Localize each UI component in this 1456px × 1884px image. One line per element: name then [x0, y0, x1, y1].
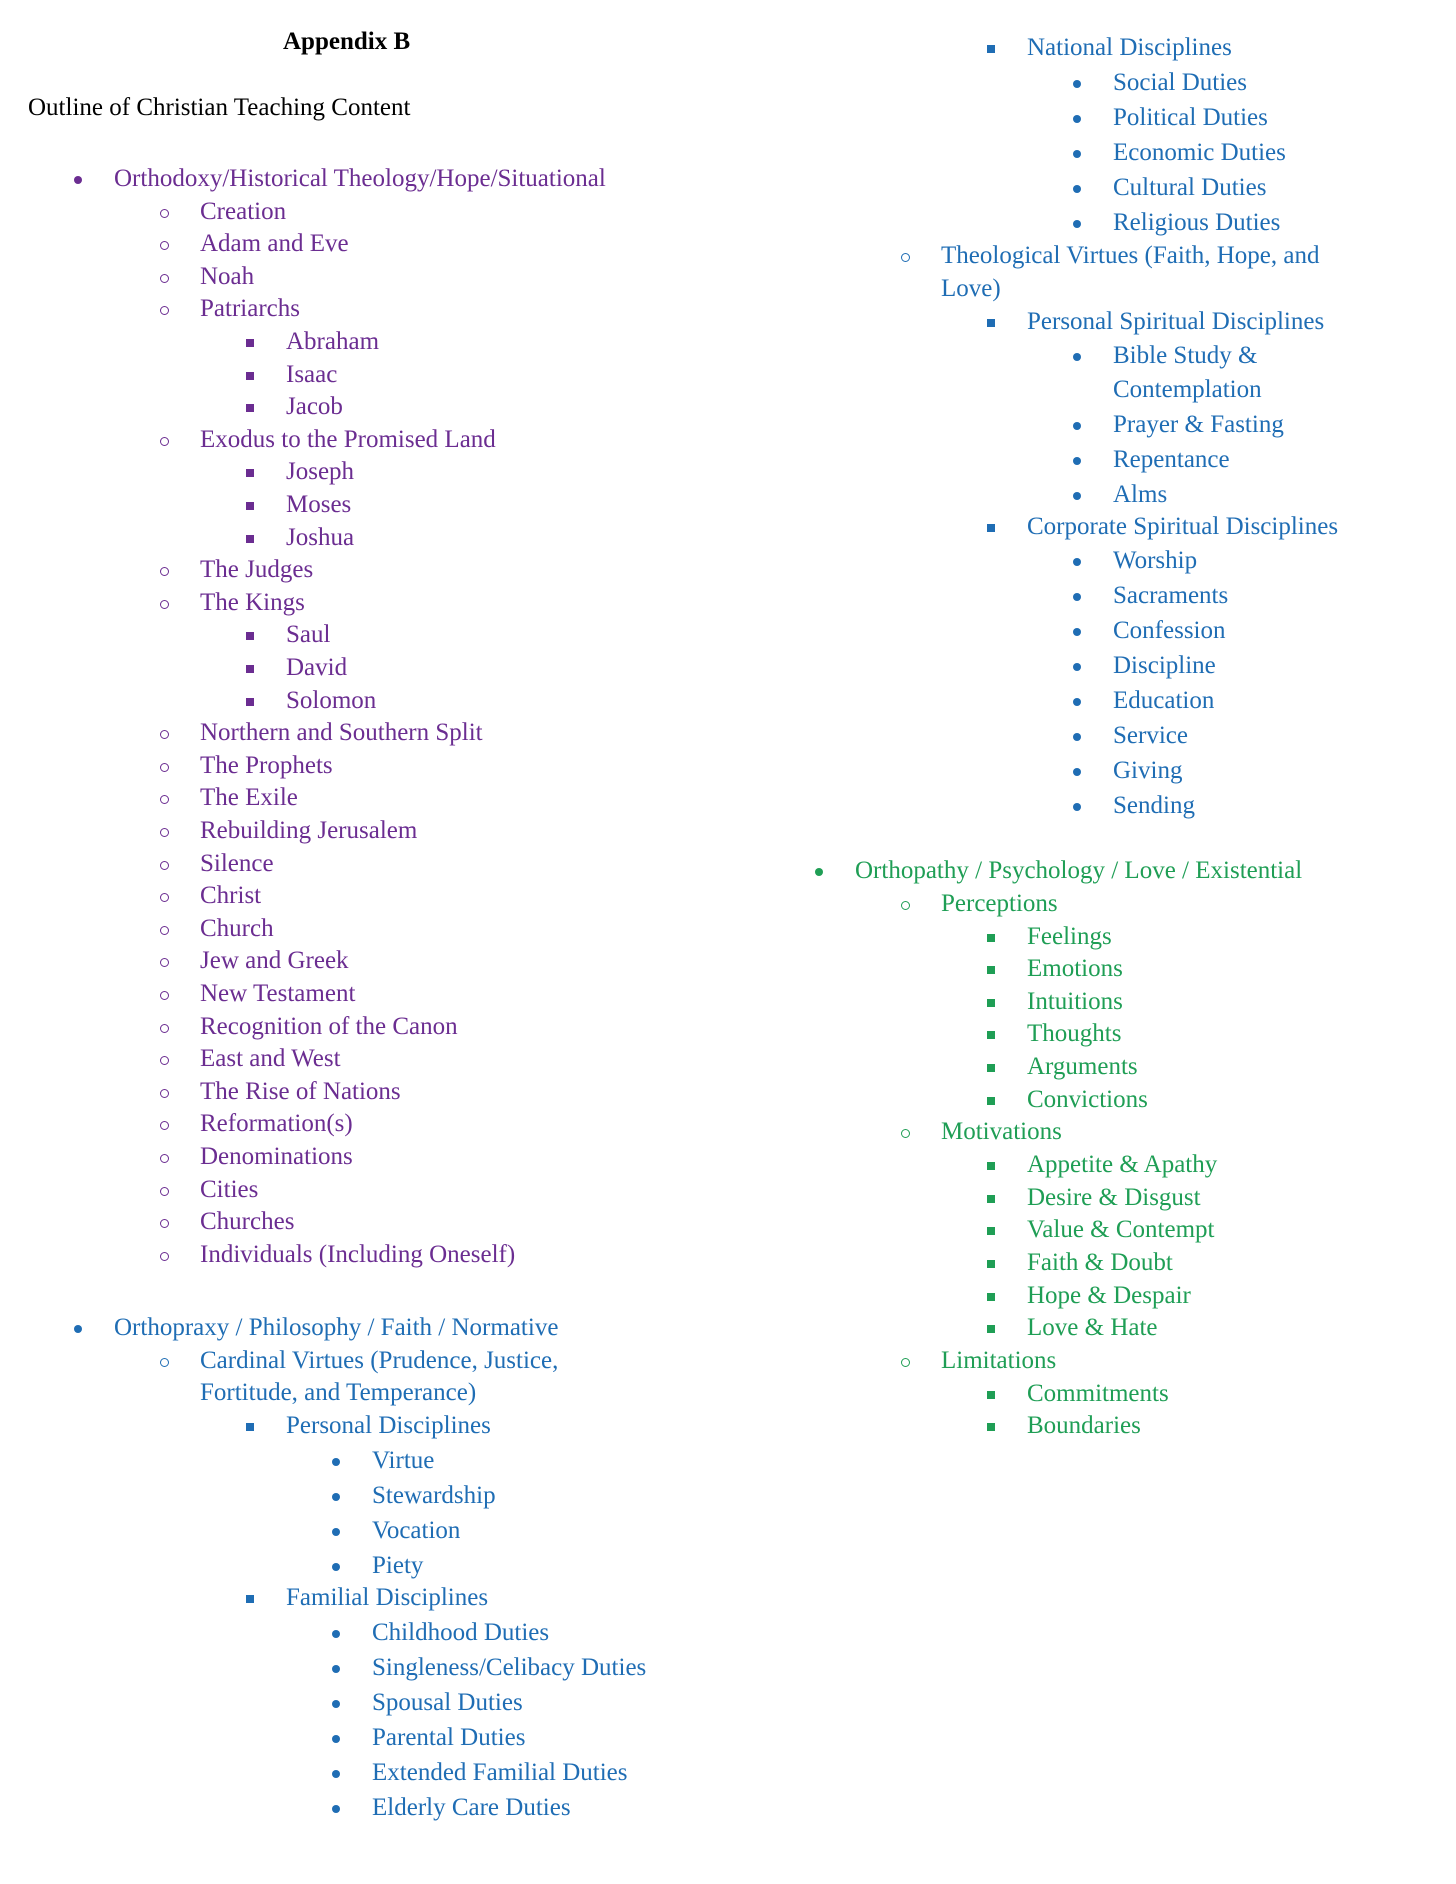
orthodoxy-item-label: The Kings — [200, 588, 305, 616]
bullet-square-icon — [987, 524, 995, 532]
theological-virtues-item-label: Theological Virtues (Faith, Hope, and — [941, 242, 1320, 269]
bullet-square-icon — [246, 698, 254, 706]
bullet-circle-icon — [901, 253, 910, 262]
discipline-item-label: Service — [1113, 722, 1188, 749]
bullet-circle-icon — [160, 1089, 169, 1098]
orthodoxy-item-label: Individuals (Including Oneself) — [200, 1240, 516, 1268]
orthodoxy-subitem-label: Solomon — [286, 686, 377, 714]
orthodoxy-item-label: Jew and Greek — [200, 947, 349, 975]
section-orthopathy-title-label: Orthopathy / Psychology / Love / Existential — [855, 857, 1303, 884]
orthodoxy-subitem-label: Jacob — [286, 393, 343, 421]
orthodoxy-item-label: Creation — [200, 197, 287, 225]
discipline-item-label: Religious Duties — [1113, 209, 1281, 236]
bullet-circle-icon — [901, 1129, 910, 1138]
bullet-square-icon — [246, 1595, 254, 1603]
orthopathy-item-label: Motivations — [941, 1118, 1062, 1146]
bullet-dot-icon — [1073, 663, 1081, 671]
discipline-item-label: Singleness/Celibacy Duties — [372, 1654, 647, 1682]
discipline-item-label: Parental Duties — [372, 1724, 526, 1752]
discipline-item-label: Repentance — [1113, 445, 1230, 473]
orthodoxy-item-label: Patriarchs — [200, 295, 300, 323]
discipline-group-label: Personal Spiritual Disciplines — [1027, 307, 1325, 335]
bullet-circle-icon — [160, 991, 169, 1000]
orthodoxy-item-label: Northern and Southern Split — [200, 719, 483, 747]
bullet-dot-icon — [1073, 803, 1081, 811]
orthopathy-subitem-label: Desire & Disgust — [1027, 1183, 1201, 1211]
discipline-item-label: Social Duties — [1113, 69, 1248, 96]
orthodoxy-item-label: The Rise of Nations — [200, 1077, 401, 1105]
orthodoxy-subitem-label: Abraham — [286, 328, 380, 355]
orthodoxy-item-label: New Testament — [200, 980, 356, 1007]
orthodoxy-item-label: Noah — [200, 262, 255, 290]
bullet-square-icon — [987, 1391, 995, 1399]
bullet-square-icon — [987, 1293, 995, 1301]
bullet-circle-icon — [160, 274, 169, 283]
orthopathy-item-label: Perceptions — [941, 889, 1058, 917]
orthodoxy-item-label: Recognition of the Canon — [200, 1012, 458, 1040]
bullet-dot-icon — [332, 1528, 340, 1536]
bullet-dot-icon — [1073, 768, 1081, 776]
bullet-square-icon — [987, 1162, 995, 1170]
bullet-dot-icon — [1073, 80, 1081, 88]
discipline-group-label: Personal Disciplines — [286, 1412, 491, 1440]
bullet-square-icon — [246, 665, 254, 673]
discipline-item-label: Political Duties — [1113, 104, 1268, 131]
bullet-dot-icon — [74, 1325, 82, 1333]
discipline-item-label: Stewardship — [372, 1481, 496, 1509]
bullet-circle-icon — [160, 861, 169, 870]
bullet-dot-icon — [74, 176, 82, 184]
bullet-circle-icon — [160, 1121, 169, 1130]
bullet-circle-icon — [160, 209, 169, 218]
bullet-dot-icon — [815, 868, 823, 876]
orthopathy-subitem-label: Appetite & Apathy — [1027, 1151, 1218, 1179]
bullet-square-icon — [246, 469, 254, 477]
bullet-circle-icon — [160, 1024, 169, 1033]
bullet-circle-icon — [160, 763, 169, 772]
orthodoxy-item-label: Reformation(s) — [200, 1110, 353, 1138]
bullet-dot-icon — [1073, 185, 1081, 193]
orthopathy-subitem-label: Feelings — [1027, 922, 1112, 950]
orthopathy-subitem-label: Hope & Despair — [1027, 1281, 1191, 1309]
bullet-square-icon — [987, 1064, 995, 1072]
discipline-item-label: Worship — [1113, 547, 1198, 574]
bullet-dot-icon — [1073, 593, 1081, 601]
orthopathy-subitem-label: Commitments — [1027, 1379, 1169, 1407]
bullet-circle-icon — [901, 901, 910, 910]
bullet-dot-icon — [1073, 220, 1081, 228]
discipline-item-label: Sending — [1113, 792, 1195, 819]
bullet-circle-icon — [160, 730, 169, 739]
bullet-dot-icon — [1073, 558, 1081, 566]
discipline-item-label: Elderly Care Duties — [372, 1794, 571, 1822]
orthopathy-subitem-label: Faith & Doubt — [1027, 1249, 1173, 1276]
bullet-square-icon — [987, 1325, 995, 1333]
bullet-dot-icon — [1073, 422, 1081, 430]
bullet-square-icon — [246, 404, 254, 412]
bullet-square-icon — [246, 372, 254, 380]
discipline-item-label: Cultural Duties — [1113, 174, 1267, 201]
bullet-circle-icon — [160, 1154, 169, 1163]
discipline-group-label: National Disciplines — [1027, 34, 1232, 61]
bullet-circle-icon — [160, 241, 169, 250]
orthodoxy-item-label: Exodus to the Promised Land — [200, 425, 496, 453]
discipline-item-label: Childhood Duties — [372, 1619, 550, 1647]
bullet-square-icon — [987, 1227, 995, 1235]
bullet-dot-icon — [1073, 733, 1081, 741]
bullet-dot-icon — [332, 1493, 340, 1501]
orthopathy-subitem-label: Thoughts — [1027, 1020, 1122, 1048]
discipline-item-label: Alms — [1113, 480, 1168, 508]
discipline-item-label: Sacraments — [1113, 582, 1229, 609]
bullet-circle-icon — [160, 958, 169, 967]
bullet-square-icon — [987, 319, 995, 327]
bullet-square-icon — [987, 45, 995, 53]
bullet-circle-icon — [160, 567, 169, 576]
bullet-circle-icon — [160, 306, 169, 315]
discipline-item-label: Discipline — [1113, 652, 1216, 679]
discipline-item-label: Education — [1113, 687, 1215, 714]
bullet-dot-icon — [332, 1458, 340, 1466]
discipline-item-label: Virtue — [372, 1446, 435, 1474]
discipline-item-label: Economic Duties — [1113, 139, 1286, 166]
orthodoxy-item-label: Adam and Eve — [200, 230, 349, 258]
bullet-dot-icon — [1073, 492, 1081, 500]
bullet-square-icon — [987, 1097, 995, 1105]
orthodoxy-subitem-label: Joshua — [286, 523, 355, 551]
bullet-circle-icon — [901, 1358, 910, 1367]
orthodoxy-subitem-label: Moses — [286, 491, 352, 518]
bullet-square-icon — [987, 934, 995, 942]
orthopathy-subitem-label: Boundaries — [1027, 1412, 1141, 1440]
orthodoxy-item-label: Churches — [200, 1208, 295, 1236]
bullet-circle-icon — [160, 437, 169, 446]
discipline-item-label: Bible Study & — [1113, 342, 1258, 369]
bullet-dot-icon — [1073, 457, 1081, 465]
orthopathy-subitem-label: Intuitions — [1027, 987, 1123, 1015]
theological-virtues-item-cont-label: Love) — [941, 274, 1001, 302]
bullet-circle-icon — [160, 1358, 169, 1367]
orthodoxy-subitem-label: Joseph — [286, 458, 355, 486]
orthopathy-item-label: Limitations — [941, 1346, 1057, 1374]
bullet-circle-icon — [160, 926, 169, 935]
bullet-dot-icon — [332, 1700, 340, 1708]
orthodoxy-item-label: East and West — [200, 1045, 341, 1073]
discipline-item-label: Contemplation — [1113, 375, 1262, 403]
orthopathy-subitem-label: Arguments — [1027, 1053, 1138, 1080]
orthodoxy-item-label: The Exile — [200, 784, 298, 812]
discipline-item-label: Confession — [1113, 617, 1226, 644]
bullet-dot-icon — [1073, 115, 1081, 123]
orthodoxy-subitem-label: David — [286, 654, 348, 681]
bullet-square-icon — [987, 1195, 995, 1203]
bullet-square-icon — [246, 632, 254, 640]
orthopathy-subitem-label: Value & Contempt — [1027, 1216, 1215, 1244]
bullet-dot-icon — [332, 1770, 340, 1778]
bullet-dot-icon — [332, 1563, 340, 1571]
bullet-circle-icon — [160, 600, 169, 609]
orthodoxy-item-label: Cities — [200, 1175, 259, 1203]
bullet-dot-icon — [332, 1735, 340, 1743]
orthodoxy-subitem-label: Saul — [286, 621, 331, 649]
bullet-dot-icon — [1073, 628, 1081, 636]
discipline-group-label: Corporate Spiritual Disciplines — [1027, 512, 1339, 540]
bullet-square-icon — [246, 339, 254, 347]
bullet-dot-icon — [1073, 698, 1081, 706]
discipline-item-label: Piety — [372, 1551, 424, 1579]
section-orthodoxy-title-label: Orthodoxy/Historical Theology/Hope/Situational — [114, 165, 606, 192]
bullet-square-icon — [246, 535, 254, 543]
bullet-square-icon — [987, 1423, 995, 1431]
bullet-dot-icon — [332, 1630, 340, 1638]
orthodoxy-item-label: The Prophets — [200, 751, 333, 779]
discipline-item-label: Giving — [1113, 757, 1183, 784]
discipline-item-label: Spousal Duties — [372, 1689, 523, 1717]
orthopathy-subitem-label: Convictions — [1027, 1085, 1148, 1113]
bullet-square-icon — [987, 966, 995, 974]
bullet-square-icon — [246, 502, 254, 510]
bullet-square-icon — [987, 1260, 995, 1268]
bullet-circle-icon — [160, 1056, 169, 1065]
bullet-circle-icon — [160, 1187, 169, 1196]
bullet-circle-icon — [160, 828, 169, 837]
bullet-dot-icon — [1073, 150, 1081, 158]
bullet-square-icon — [246, 1423, 254, 1431]
cardinal-virtues-item-label: Cardinal Virtues (Prudence, Justice, — [200, 1346, 559, 1374]
orthodoxy-item-label: Christ — [200, 882, 262, 910]
page-subtitle: Outline of Christian Teaching Content — [28, 94, 411, 121]
discipline-group-label: Familial Disciplines — [286, 1583, 489, 1611]
discipline-item-label: Prayer & Fasting — [1113, 410, 1284, 438]
bullet-square-icon — [987, 999, 995, 1007]
bullet-dot-icon — [332, 1805, 340, 1813]
section-orthopraxy-title-label: Orthopraxy / Philosophy / Faith / Normative — [114, 1314, 559, 1341]
bullet-dot-icon — [332, 1665, 340, 1673]
orthodoxy-item-label: The Judges — [200, 556, 314, 584]
page-title: Appendix B — [283, 28, 411, 55]
cardinal-virtues-item-cont-label: Fortitude, and Temperance) — [200, 1379, 477, 1407]
discipline-item-label: Extended Familial Duties — [372, 1759, 628, 1787]
bullet-dot-icon — [1073, 353, 1081, 361]
orthodoxy-item-label: Silence — [200, 849, 274, 877]
orthodoxy-item-label: Church — [200, 914, 274, 942]
bullet-circle-icon — [160, 1252, 169, 1261]
orthodoxy-item-label: Rebuilding Jerusalem — [200, 817, 418, 844]
bullet-square-icon — [987, 1031, 995, 1039]
discipline-item-label: Vocation — [372, 1516, 461, 1544]
bullet-circle-icon — [160, 1219, 169, 1228]
bullet-circle-icon — [160, 893, 169, 902]
orthodoxy-subitem-label: Isaac — [286, 360, 338, 388]
orthopathy-subitem-label: Emotions — [1027, 955, 1123, 983]
orthopathy-subitem-label: Love & Hate — [1027, 1314, 1158, 1342]
bullet-circle-icon — [160, 795, 169, 804]
orthodoxy-item-label: Denominations — [200, 1143, 353, 1170]
